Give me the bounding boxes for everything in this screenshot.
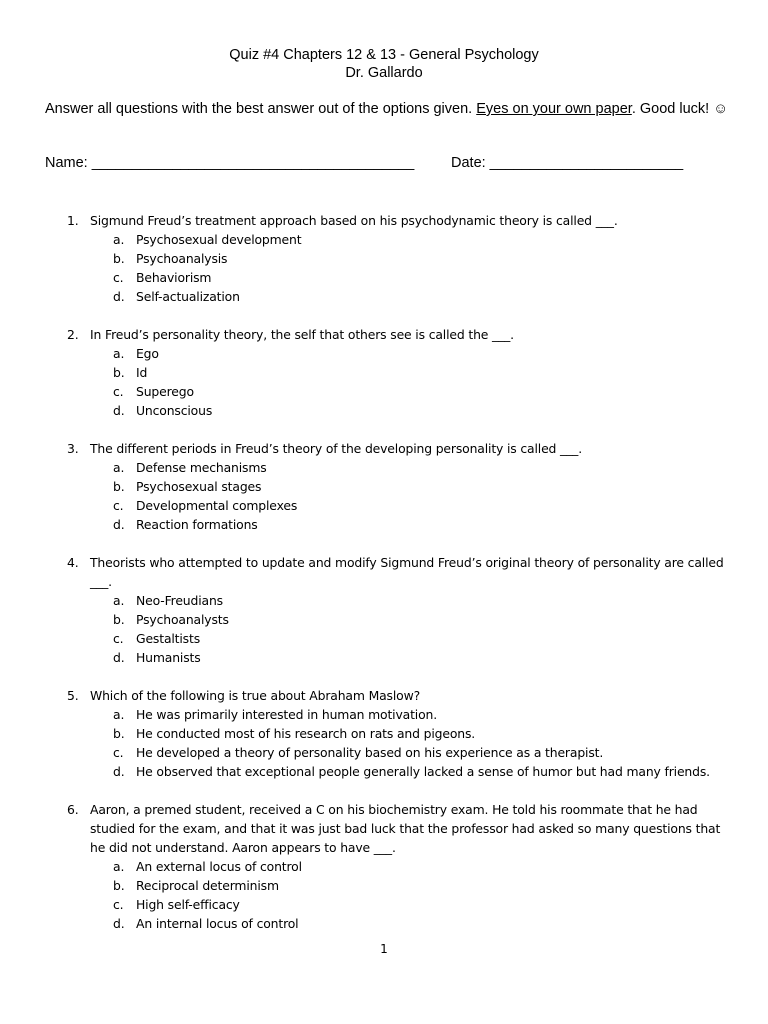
option-text: Behaviorism — [136, 270, 212, 285]
option-text: Reciprocal determinism — [136, 878, 279, 893]
option-text: An internal locus of control — [136, 916, 299, 931]
answer-option[interactable] — [113, 249, 727, 268]
answer-option[interactable] — [113, 363, 727, 382]
answer-option[interactable] — [113, 895, 727, 914]
answer-option[interactable] — [113, 287, 727, 306]
option-letter: d. — [113, 517, 125, 532]
option-text: He observed that exceptional people generally lacked a sense of humor but had many friends. — [136, 764, 710, 779]
answer-options — [67, 344, 727, 420]
question-number: 6. — [67, 802, 79, 817]
option-text: An external locus of control — [136, 859, 302, 874]
option-letter: b. — [113, 612, 125, 627]
option-text: Psychoanalysts — [136, 612, 229, 627]
question-list — [67, 211, 727, 952]
question-3 — [67, 439, 727, 534]
question-text: Theorists who attempted to update and modify Sigmund Freud’s original theory of personality are called ___. — [90, 555, 724, 589]
option-text: High self-efficacy — [136, 897, 240, 912]
option-letter: c. — [113, 897, 124, 912]
answer-option[interactable] — [113, 344, 727, 363]
question-1 — [67, 211, 727, 306]
question-text: The different periods in Freud’s theory of the developing personality is called ___. — [90, 441, 582, 456]
answer-option[interactable] — [113, 762, 727, 781]
question-number: 2. — [67, 327, 79, 342]
option-text: Reaction formations — [136, 517, 258, 532]
option-text: Psychosexual stages — [136, 479, 262, 494]
answer-options — [67, 591, 727, 667]
question-stem — [67, 686, 727, 705]
instructions-closing: . Good luck! ☺ — [631, 101, 729, 117]
instructions-text: Answer all questions with the best answer out of the options given. — [45, 101, 477, 117]
option-letter: d. — [113, 916, 125, 931]
question-stem — [67, 439, 727, 458]
question-stem — [67, 553, 727, 591]
option-letter: a. — [113, 593, 125, 608]
question-stem — [67, 800, 727, 857]
answer-option[interactable] — [113, 230, 727, 249]
name-field[interactable]: Name: ________________________________________ — [45, 155, 415, 171]
date-field[interactable]: Date: ________________________ — [451, 155, 684, 171]
question-number: 1. — [67, 213, 79, 228]
question-text: Sigmund Freud’s treatment approach based on his psychodynamic theory is called ___. — [90, 213, 618, 228]
option-letter: d. — [113, 403, 125, 418]
question-stem — [67, 325, 727, 344]
option-text: Self-actualization — [136, 289, 240, 304]
question-stem — [67, 211, 727, 230]
option-letter: c. — [113, 631, 124, 646]
option-text: Gestaltists — [136, 631, 200, 646]
question-2 — [67, 325, 727, 420]
option-text: Ego — [136, 346, 159, 361]
option-letter: c. — [113, 270, 124, 285]
option-text: Superego — [136, 384, 194, 399]
quiz-title: Quiz #4 Chapters 12 & 13 - General Psychology — [229, 47, 539, 63]
answer-option[interactable] — [113, 705, 727, 724]
student-fields — [45, 154, 735, 172]
answer-option[interactable] — [113, 458, 727, 477]
answer-options — [67, 857, 727, 933]
answer-option[interactable] — [113, 515, 727, 534]
option-letter: b. — [113, 251, 125, 266]
option-letter: b. — [113, 365, 125, 380]
option-text: Humanists — [136, 650, 201, 665]
question-text: Which of the following is true about Abraham Maslow? — [90, 688, 420, 703]
option-letter: b. — [113, 726, 125, 741]
answer-option[interactable] — [113, 477, 727, 496]
question-number: 4. — [67, 555, 79, 570]
answer-option[interactable] — [113, 591, 727, 610]
answer-option[interactable] — [113, 496, 727, 515]
answer-option[interactable] — [113, 724, 727, 743]
answer-options — [67, 458, 727, 534]
instructor-name: Dr. Gallardo — [345, 65, 423, 81]
answer-option[interactable] — [113, 743, 727, 762]
question-5 — [67, 686, 727, 781]
option-text: Defense mechanisms — [136, 460, 267, 475]
question-number: 5. — [67, 688, 79, 703]
answer-option[interactable] — [113, 914, 727, 933]
answer-option[interactable] — [113, 876, 727, 895]
option-text: He was primarily interested in human motivation. — [136, 707, 438, 722]
question-text: In Freud’s personality theory, the self that others see is called the ___. — [90, 327, 514, 342]
option-letter: a. — [113, 346, 125, 361]
question-6 — [67, 800, 727, 933]
question-number: 3. — [67, 441, 79, 456]
option-letter: a. — [113, 859, 125, 874]
answer-options — [67, 705, 727, 781]
answer-option[interactable] — [113, 401, 727, 420]
answer-option[interactable] — [113, 610, 727, 629]
option-letter: c. — [113, 384, 124, 399]
option-text: He conducted most of his research on rats and pigeons. — [136, 726, 476, 741]
option-letter: c. — [113, 745, 124, 760]
option-letter: b. — [113, 878, 125, 893]
instructions — [45, 100, 735, 118]
option-letter: a. — [113, 460, 125, 475]
answer-option[interactable] — [113, 648, 727, 667]
option-text: Neo-Freudians — [136, 593, 223, 608]
answer-option[interactable] — [113, 629, 727, 648]
option-letter: c. — [113, 498, 124, 513]
question-4 — [67, 553, 727, 667]
option-letter: b. — [113, 479, 125, 494]
answer-option[interactable] — [113, 268, 727, 287]
option-letter: a. — [113, 232, 125, 247]
option-text: He developed a theory of personality based on his experience as a therapist. — [136, 745, 604, 760]
option-letter: a. — [113, 707, 125, 722]
answer-options — [67, 230, 727, 306]
answer-option[interactable] — [113, 857, 727, 876]
option-letter: d. — [113, 289, 125, 304]
option-letter: d. — [113, 764, 125, 779]
option-text: Unconscious — [136, 403, 213, 418]
instructions-emphasis: Eyes on your own paper — [476, 101, 632, 117]
quiz-header — [0, 46, 768, 82]
option-text: Developmental complexes — [136, 498, 298, 513]
option-text: Psychoanalysis — [136, 251, 228, 266]
option-text: Id — [136, 365, 148, 380]
option-letter: d. — [113, 650, 125, 665]
question-text: Aaron, a premed student, received a C on his biochemistry exam. He told his roommate that he had studied for the exam, and that it was just bad luck that the professor had asked so many questions that he did not understand. Aaron appears to have ___. — [90, 802, 721, 855]
option-text: Psychosexual development — [136, 232, 302, 247]
page-number: 1 — [380, 942, 388, 956]
answer-option[interactable] — [113, 382, 727, 401]
